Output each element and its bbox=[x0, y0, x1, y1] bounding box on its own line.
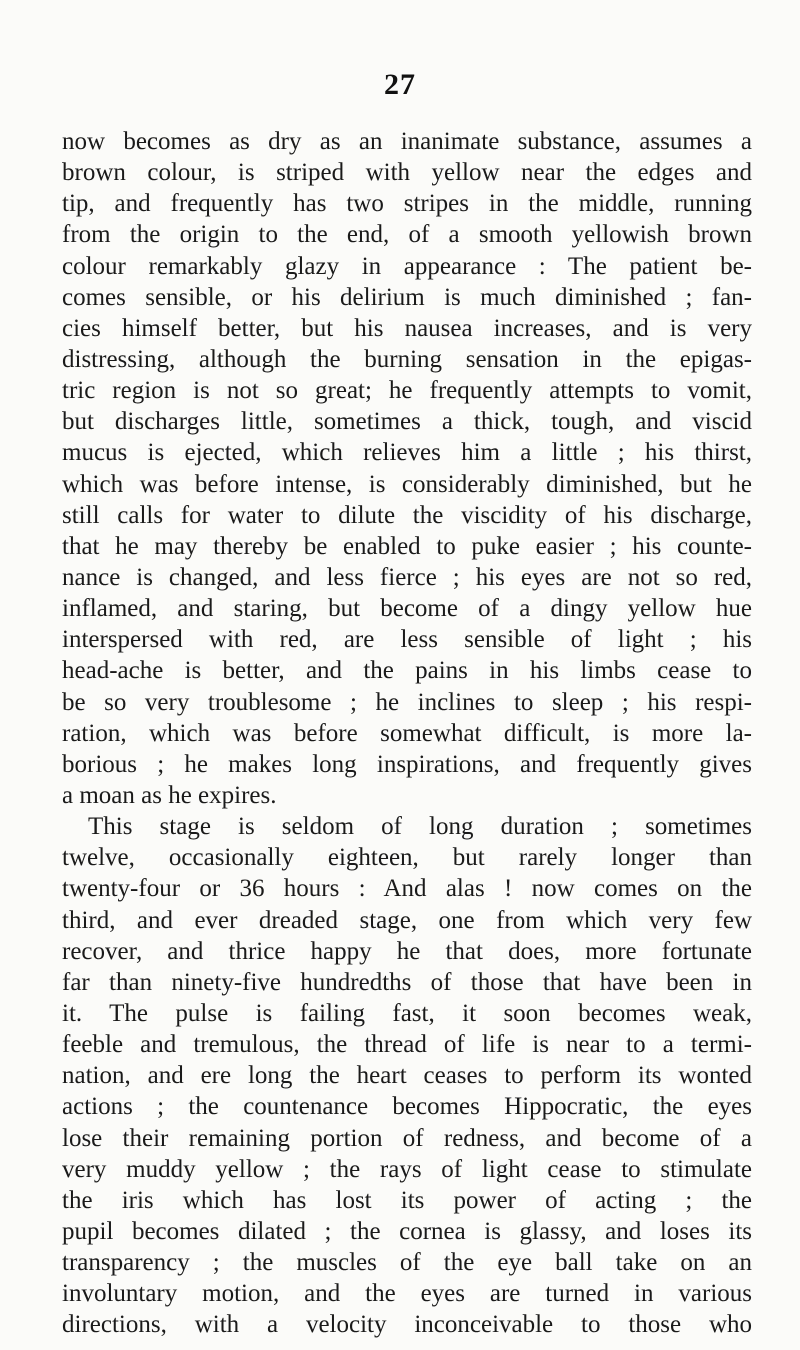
text-line: brown colour, is striped with yellow near the edges and bbox=[62, 159, 752, 187]
text-line: cies himself better, but his nausea increases, and is very bbox=[62, 314, 752, 342]
text-line: from the origin to the end, of a smooth yellowish brown bbox=[62, 221, 752, 249]
text-line: colour remarkably glazy in appearance : The patient be- bbox=[62, 252, 752, 280]
text-line: still calls for water to dilute the viscidity of his discharge, bbox=[62, 501, 752, 529]
text-line: now becomes as dry as an inanimate substance, assumes a bbox=[62, 128, 752, 155]
text-line: third, and ever dreaded stage, one from which very few bbox=[62, 906, 752, 934]
page-number: 27 bbox=[384, 68, 416, 101]
text-line: lose their remaining portion of redness, and become of a bbox=[62, 1124, 752, 1152]
text-line: tric region is not so great; he frequently attempts to vomit, bbox=[62, 377, 752, 405]
text-line: twenty-four or 36 hours : And alas ! now comes on the bbox=[62, 875, 752, 903]
text-line: actions ; the countenance becomes Hippocratic, the eyes bbox=[62, 1093, 752, 1121]
text-line: distressing, although the burning sensation in the epigas- bbox=[62, 345, 752, 373]
text-line: interspersed with red, are less sensible of light ; his bbox=[62, 626, 752, 654]
text-line: recover, and thrice happy he that does, more fortunate bbox=[62, 937, 752, 965]
text-line: that he may thereby be enabled to puke easier ; his counte- bbox=[62, 532, 752, 560]
text-line: but discharges little, sometimes a thick, tough, and viscid bbox=[62, 408, 752, 436]
text-line: far than ninety-five hundredths of those that have been in bbox=[62, 968, 752, 996]
paragraph-end-line: a moan as he expires. bbox=[62, 781, 277, 809]
body-text bbox=[62, 126, 752, 1340]
text-line: pupil becomes dilated ; the cornea is glassy, and loses its bbox=[62, 1217, 752, 1245]
text-line: comes sensible, or his delirium is much diminished ; fan- bbox=[62, 283, 752, 311]
text-line: transparency ; the muscles of the eye ball take on an bbox=[62, 1249, 752, 1277]
text-line: directions, with a velocity inconceivable to those who bbox=[62, 1311, 752, 1339]
text-line: which was before intense, is considerably diminished, but he bbox=[62, 470, 752, 498]
text-line: the iris which has lost its power of acting ; the bbox=[62, 1186, 752, 1214]
text-line: ration, which was before somewhat difficult, is more la- bbox=[62, 719, 752, 747]
text-line: nation, and ere long the heart ceases to perform its wonted bbox=[62, 1062, 752, 1090]
text-line: head-ache is better, and the pains in his limbs cease to bbox=[62, 657, 752, 685]
text-line: inflamed, and staring, but become of a dingy yellow hue bbox=[62, 595, 752, 623]
text-line: be so very troublesome ; he inclines to sleep ; his respi- bbox=[62, 688, 752, 716]
text-line: twelve, occasionally eighteen, but rarely longer than bbox=[62, 844, 752, 872]
text-line: feeble and tremulous, the thread of life is near to a termi- bbox=[62, 1031, 752, 1059]
text-line: borious ; he makes long inspirations, and frequently gives bbox=[62, 750, 752, 778]
paragraph-start-line: This stage is seldom of long duration ; sometimes bbox=[88, 813, 752, 841]
text-line: it. The pulse is failing fast, it soon becomes weak, bbox=[62, 999, 752, 1027]
text-line: involuntary motion, and the eyes are turned in various bbox=[62, 1280, 752, 1308]
text-line: very muddy yellow ; the rays of light cease to stimulate bbox=[62, 1155, 752, 1183]
text-line: tip, and frequently has two stripes in the middle, running bbox=[62, 190, 752, 218]
text-line: mucus is ejected, which relieves him a little ; his thirst, bbox=[62, 439, 752, 467]
text-line: nance is changed, and less fierce ; his eyes are not so red, bbox=[62, 563, 752, 591]
